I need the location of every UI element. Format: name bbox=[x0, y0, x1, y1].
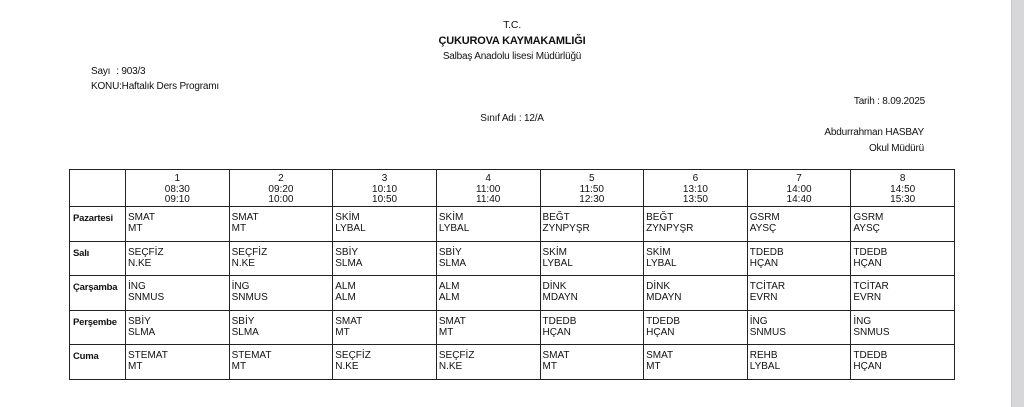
day-row-carsamba bbox=[70, 276, 955, 311]
period-header bbox=[540, 170, 644, 207]
lesson-cell bbox=[229, 241, 333, 276]
lesson-cell bbox=[229, 276, 333, 311]
lesson-cell bbox=[126, 345, 230, 380]
teacher-code: LYBAL bbox=[438, 223, 470, 234]
teacher-code: SNMUS bbox=[853, 326, 890, 338]
course-code: SKİM bbox=[646, 246, 671, 258]
lesson-cell bbox=[747, 345, 851, 380]
course-code: TCİTAR bbox=[853, 281, 889, 292]
date: Tarih : 8.09.2025 bbox=[853, 96, 925, 107]
lesson-cell bbox=[644, 207, 748, 242]
lesson-cell bbox=[126, 276, 230, 311]
day-row-cuma bbox=[70, 345, 955, 380]
lesson-cell bbox=[747, 310, 851, 345]
day-label: Salı bbox=[70, 241, 126, 276]
course-code: İNG bbox=[853, 315, 872, 327]
lesson-cell bbox=[644, 241, 748, 276]
course-code: ALM bbox=[438, 281, 460, 292]
lesson-cell bbox=[333, 241, 437, 276]
header-school: Salbaş Anadolu lisesi Müdürlüğü bbox=[442, 51, 582, 62]
period-header bbox=[126, 170, 230, 207]
lesson-cell bbox=[747, 241, 851, 276]
teacher-code: N.KE bbox=[128, 257, 152, 269]
sayi-value: : 903/3 bbox=[116, 66, 146, 77]
course-code: SEÇFİZ bbox=[438, 350, 475, 361]
course-code: DİNK bbox=[542, 281, 567, 292]
teacher-code: SLMA bbox=[335, 257, 363, 269]
course-code: İNG bbox=[128, 281, 146, 292]
sayi-line bbox=[91, 66, 145, 77]
period-header-row bbox=[70, 170, 955, 207]
course-code: STEMAT bbox=[128, 350, 168, 361]
teacher-code: MT bbox=[438, 326, 454, 338]
teacher-code: LYBAL bbox=[646, 257, 677, 269]
lesson-cell bbox=[747, 207, 851, 242]
period-header bbox=[851, 170, 955, 207]
lesson-cell bbox=[436, 345, 540, 380]
course-code: SMAT bbox=[646, 350, 674, 361]
lesson-cell bbox=[644, 276, 748, 311]
lesson-cell bbox=[229, 207, 333, 242]
course-code: SBİY bbox=[128, 315, 151, 327]
lesson-cell bbox=[126, 207, 230, 242]
konu-line bbox=[91, 81, 219, 92]
period-number: 7 bbox=[796, 173, 802, 184]
teacher-code: LYBAL bbox=[542, 257, 573, 269]
course-code: TDEDB bbox=[542, 315, 577, 327]
course-code: BEĞT bbox=[542, 212, 570, 223]
course-code: TDEDB bbox=[853, 246, 888, 258]
course-code: İNG bbox=[749, 315, 768, 327]
lesson-cell bbox=[851, 276, 955, 311]
course-code: TDEDB bbox=[749, 246, 784, 258]
period-header bbox=[229, 170, 333, 207]
period-header bbox=[436, 170, 540, 207]
course-code: GSRM bbox=[853, 212, 884, 223]
day-row-sali bbox=[70, 241, 955, 276]
lesson-cell bbox=[851, 207, 955, 242]
teacher-code: EVRN bbox=[853, 292, 882, 303]
teacher-code: LYBAL bbox=[335, 223, 366, 234]
teacher-code: HÇAN bbox=[853, 361, 882, 372]
course-code: STEMAT bbox=[231, 350, 272, 361]
course-code: SBİY bbox=[335, 246, 359, 258]
period-start: 11:00 bbox=[476, 183, 501, 195]
teacher-code: MT bbox=[231, 223, 247, 234]
day-label: Pazartesi bbox=[70, 207, 126, 242]
course-code: REHB bbox=[749, 350, 778, 361]
course-code: BEĞT bbox=[646, 212, 674, 223]
lesson-cell bbox=[229, 345, 333, 380]
course-code: SBİY bbox=[231, 315, 255, 327]
period-end: 15:30 bbox=[890, 194, 916, 205]
course-code: SMAT bbox=[542, 350, 570, 361]
teacher-code: HÇAN bbox=[749, 257, 779, 269]
lesson-cell bbox=[540, 310, 644, 345]
period-number: 4 bbox=[485, 173, 491, 184]
period-start: 14:50 bbox=[890, 183, 916, 195]
period-start: 13:10 bbox=[682, 183, 708, 195]
lesson-cell bbox=[747, 276, 851, 311]
teacher-code: SLMA bbox=[231, 326, 259, 338]
lesson-cell bbox=[540, 276, 644, 311]
period-end: 13:50 bbox=[682, 194, 708, 205]
teacher-code: MT bbox=[646, 361, 661, 372]
period-end: 14:40 bbox=[786, 194, 812, 205]
lesson-cell bbox=[333, 207, 437, 242]
period-end: 11:40 bbox=[476, 194, 501, 205]
period-start: 08:30 bbox=[164, 183, 190, 195]
period-end: 09:10 bbox=[164, 194, 190, 205]
day-label: Çarşamba bbox=[70, 276, 126, 311]
lesson-cell bbox=[333, 276, 437, 311]
period-start: 14:00 bbox=[786, 183, 812, 195]
principal-title: Okul Müdürü bbox=[868, 143, 924, 154]
konu-label: KONU bbox=[91, 81, 120, 92]
teacher-code: N.KE bbox=[335, 361, 359, 372]
teacher-code: MT bbox=[335, 326, 350, 338]
course-code: SEÇFİZ bbox=[335, 350, 371, 361]
teacher-code: AYSÇ bbox=[853, 223, 880, 234]
corner-cell bbox=[70, 170, 126, 207]
lesson-cell bbox=[540, 241, 644, 276]
teacher-code: HÇAN bbox=[646, 326, 675, 338]
period-end: 12:30 bbox=[579, 194, 605, 205]
lesson-cell bbox=[436, 207, 540, 242]
teacher-code: SNMUS bbox=[231, 292, 268, 303]
course-code: ALM bbox=[335, 281, 356, 292]
teacher-code: HÇAN bbox=[542, 326, 571, 338]
header-kaymakamlik: ÇUKUROVA KAYMAKAMLIĞI bbox=[438, 35, 586, 47]
period-number: 2 bbox=[278, 173, 284, 184]
teacher-code: EVRN bbox=[749, 292, 778, 303]
lesson-cell bbox=[333, 310, 437, 345]
teacher-code: MDAYN bbox=[542, 292, 578, 303]
course-code: SEÇFİZ bbox=[231, 246, 268, 258]
lesson-cell bbox=[333, 345, 437, 380]
course-code: SMAT bbox=[438, 315, 466, 327]
teacher-code: SNMUS bbox=[749, 326, 786, 338]
day-label: Cuma bbox=[70, 345, 126, 380]
teacher-code: MDAYN bbox=[646, 292, 682, 303]
teacher-code: ALM bbox=[438, 292, 460, 303]
lesson-cell bbox=[436, 241, 540, 276]
teacher-code: MT bbox=[128, 361, 143, 372]
teacher-code: N.KE bbox=[231, 257, 255, 269]
lesson-cell bbox=[540, 207, 644, 242]
teacher-code: ALM bbox=[335, 292, 356, 303]
course-code: SMAT bbox=[335, 315, 363, 327]
teacher-code: MT bbox=[231, 361, 247, 372]
teacher-code: ZYNPYŞR bbox=[542, 223, 590, 234]
header-tc: T.C. bbox=[503, 19, 521, 31]
period-start: 10:10 bbox=[372, 183, 398, 195]
course-code: GSRM bbox=[749, 212, 780, 223]
principal-name: Abdurrahman HASBAY bbox=[824, 127, 924, 138]
course-code: İNG bbox=[231, 281, 250, 292]
course-code: TDEDB bbox=[646, 315, 681, 327]
teacher-code: LYBAL bbox=[749, 361, 781, 372]
lesson-cell bbox=[851, 310, 955, 345]
day-row-persembe bbox=[70, 310, 955, 345]
lesson-cell bbox=[851, 345, 955, 380]
teacher-code: HÇAN bbox=[853, 257, 882, 269]
teacher-code: SLMA bbox=[438, 257, 467, 269]
lesson-cell bbox=[851, 241, 955, 276]
teacher-code: MT bbox=[128, 223, 143, 234]
course-code: SMAT bbox=[128, 212, 156, 223]
period-start: 11:50 bbox=[579, 183, 604, 195]
day-row-pazartesi bbox=[70, 207, 955, 242]
course-code: TCİTAR bbox=[749, 281, 786, 292]
period-header bbox=[333, 170, 437, 207]
period-number: 8 bbox=[899, 173, 906, 184]
period-number: 5 bbox=[589, 173, 595, 184]
period-end: 10:50 bbox=[372, 194, 398, 205]
day-label: Perşembe bbox=[70, 310, 126, 345]
period-number: 3 bbox=[381, 173, 388, 184]
course-code: SKİM bbox=[438, 212, 464, 223]
class-name: Sınıf Adı : 12/A bbox=[480, 113, 544, 124]
period-number: 6 bbox=[692, 173, 699, 184]
period-end: 10:00 bbox=[268, 194, 294, 205]
teacher-code: SLMA bbox=[128, 326, 156, 338]
course-code: SMAT bbox=[231, 212, 259, 223]
lesson-cell bbox=[126, 241, 230, 276]
period-header bbox=[644, 170, 748, 207]
konu-value: :Haftalık Ders Programı bbox=[119, 81, 219, 92]
lesson-cell bbox=[436, 276, 540, 311]
lesson-cell bbox=[540, 345, 644, 380]
teacher-code: MT bbox=[542, 361, 557, 372]
teacher-code: ZYNPYŞR bbox=[646, 223, 694, 234]
lesson-cell bbox=[436, 310, 540, 345]
course-code: SKİM bbox=[542, 246, 567, 258]
lesson-cell bbox=[644, 310, 748, 345]
course-code: DİNK bbox=[646, 281, 671, 292]
sayi-label: Sayı bbox=[91, 66, 111, 77]
course-code: SKİM bbox=[335, 212, 360, 223]
period-start: 09:20 bbox=[268, 183, 294, 195]
course-code: SEÇFİZ bbox=[128, 246, 164, 258]
teacher-code: AYSÇ bbox=[749, 223, 777, 234]
course-code: TDEDB bbox=[853, 350, 888, 361]
teacher-code: SNMUS bbox=[128, 292, 165, 303]
lesson-cell bbox=[229, 310, 333, 345]
period-header bbox=[747, 170, 851, 207]
lesson-cell bbox=[644, 345, 748, 380]
period-number: 1 bbox=[174, 173, 181, 184]
teacher-code: N.KE bbox=[438, 361, 463, 372]
lesson-cell bbox=[126, 310, 230, 345]
course-code: SBİY bbox=[438, 246, 462, 258]
weekly-schedule-table bbox=[69, 169, 955, 380]
